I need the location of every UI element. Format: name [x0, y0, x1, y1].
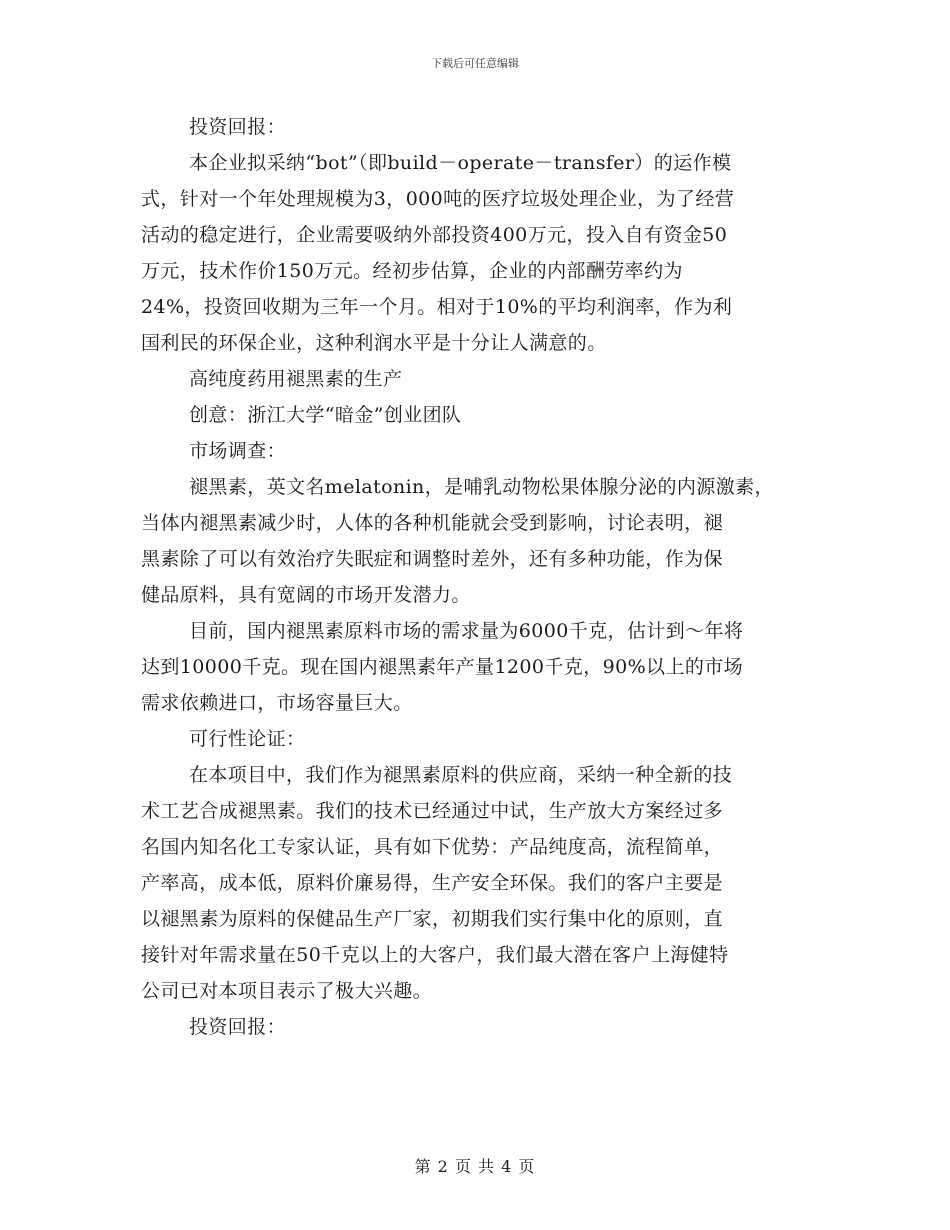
paragraph-heading: [141, 721, 831, 757]
paragraph: [141, 145, 831, 361]
paragraph-heading: [141, 433, 831, 469]
text-line: 当体内褪黑素减少时，人体的各种机能就会受到影响，讨论表明，褪: [141, 512, 724, 534]
text-line: 式，针对一个年处理规模为3，000吨的医疗垃圾处理企业，为了经营: [141, 188, 735, 210]
page-number-footer: 第 2 页 共 4 页: [414, 1157, 536, 1176]
text-line: 投资回报：: [189, 1016, 287, 1038]
text-line: 需求依赖进口，市场容量巨大。: [141, 692, 413, 714]
text-line: 产率高，成本低，原料价廉易得，生产安全环保。我们的客户主要是: [141, 872, 724, 894]
paragraph-heading: [141, 1009, 831, 1045]
text-line: 本企业拟采纳“bot”（即build－operate－transfer）的运作模: [189, 152, 732, 174]
paragraph: [141, 469, 831, 613]
text-line: 术工艺合成褪黑素。我们的技术已经通过中试，生产放大方案经过多: [141, 800, 724, 822]
text-line: 万元，技术作价150万元。经初步估算，企业的内部酬劳率约为: [141, 260, 683, 282]
paragraph: [141, 613, 831, 721]
page-header: 下载后可任意编辑: [431, 57, 519, 70]
text-line: 在本项目中，我们作为褪黑素原料的供应商，采纳一种全新的技: [189, 764, 733, 786]
text-line: 名国内知名化工专家认证，具有如下优势：产品纯度高，流程简单，: [141, 836, 724, 858]
text-line: 褪黑素，英文名melatonin，是哺乳动物松果体腺分泌的内源激素，: [189, 476, 774, 498]
text-line: 可行性论证：: [189, 728, 306, 750]
text-line: 创意：浙江大学“暗金”创业团队: [189, 404, 462, 426]
text-line: 国利民的环保企业，这种利润水平是十分让人满意的。: [141, 332, 607, 354]
text-line: 活动的稳定进行，企业需要吸纳外部投资400万元，投入自有资金50: [141, 224, 728, 246]
text-line: 达到10000千克。现在国内褪黑素年产量1200千克，90%以上的市场: [141, 656, 744, 678]
paragraph-heading: [141, 397, 831, 433]
text-line: 市场调查：: [189, 440, 287, 462]
document-body: [141, 109, 831, 1045]
text-line: 高纯度药用褪黑素的生产: [189, 368, 403, 390]
text-line: 健品原料，具有宽阔的市场开发潜力。: [141, 584, 471, 606]
text-line: 接针对年需求量在50千克以上的大客户，我们最大潜在客户上海健特: [141, 944, 729, 966]
paragraph-heading: [141, 361, 831, 397]
text-line: 以褪黑素为原料的保健品生产厂家，初期我们实行集中化的原则，直: [141, 908, 724, 930]
paragraph-heading: [141, 109, 831, 145]
text-line: 目前，国内褪黑素原料市场的需求量为6000千克，估计到～年将: [189, 620, 744, 642]
text-line: 黑素除了可以有效治疗失眠症和调整时差外，还有多种功能，作为保: [141, 548, 724, 570]
text-line: 24%，投资回收期为三年一个月。相对于10%的平均利润率，作为利: [141, 296, 733, 318]
text-line: 公司已对本项目表示了极大兴趣。: [141, 980, 433, 1002]
text-line: 投资回报：: [189, 116, 287, 138]
paragraph: [141, 757, 831, 1009]
